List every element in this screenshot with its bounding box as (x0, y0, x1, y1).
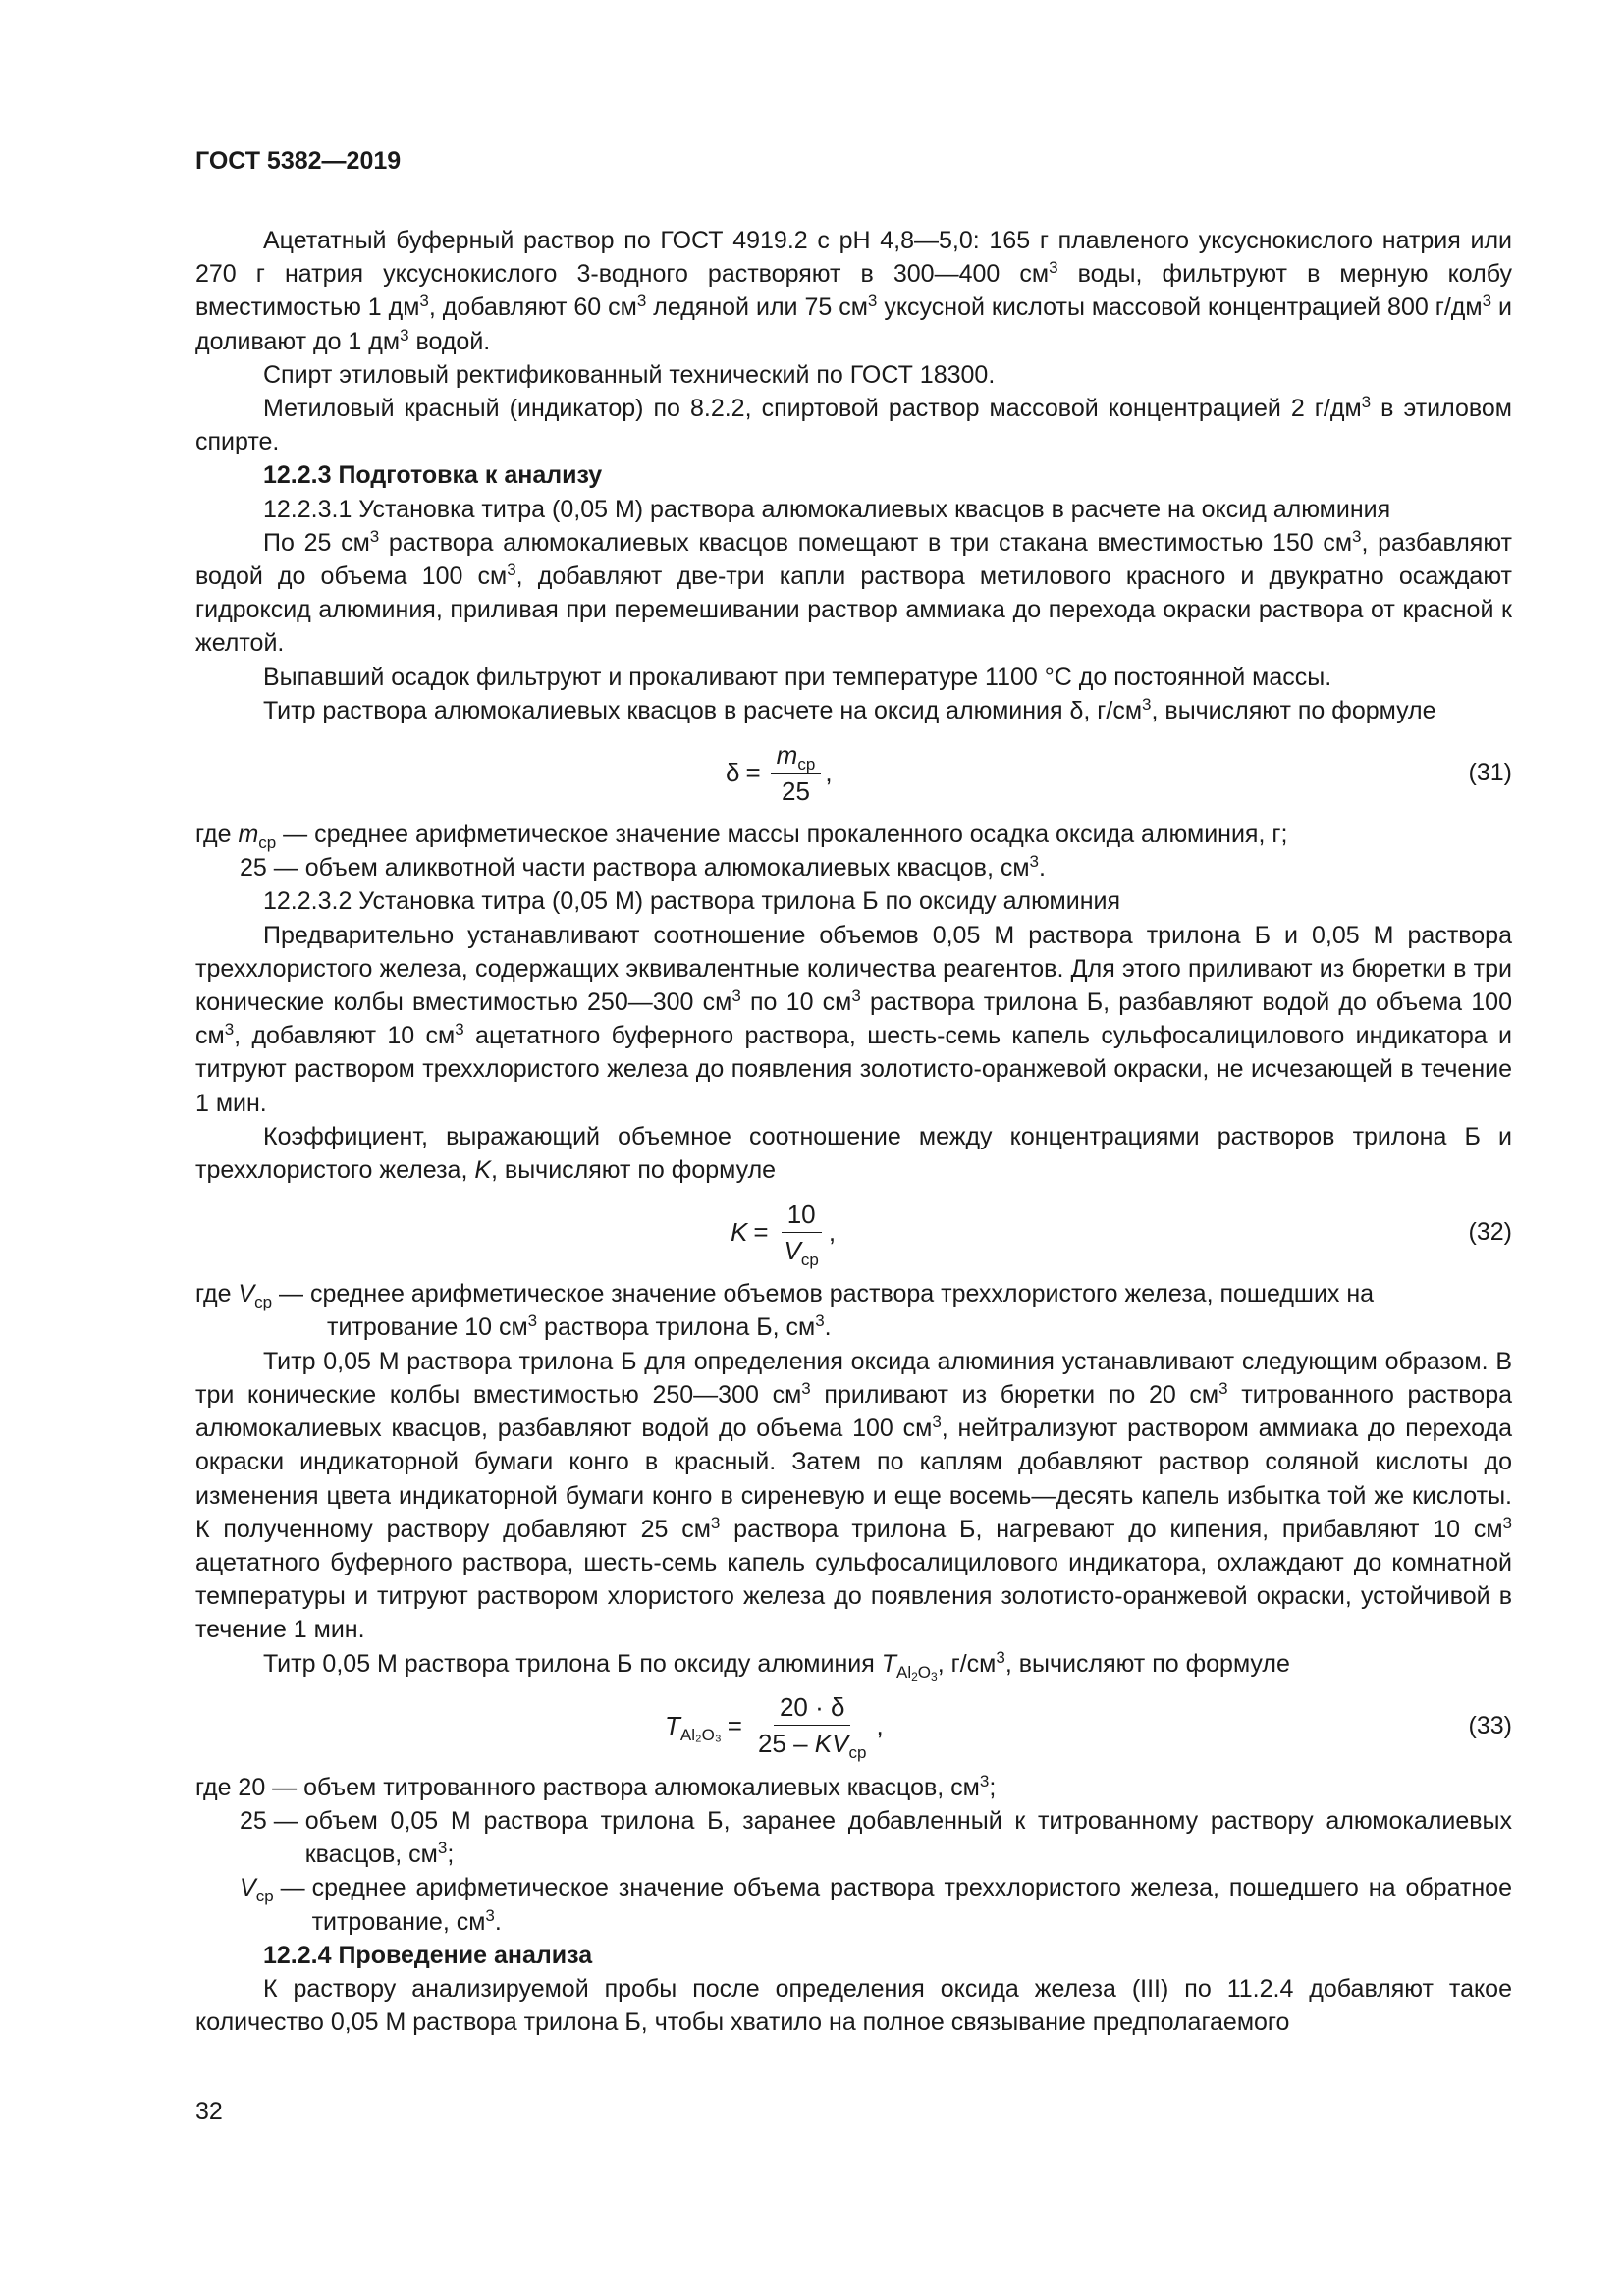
paragraph-calcination: Выпавший осадок фильтруют и прокаливают при температуре 1100 °С до постоянной массы. (263, 663, 1332, 691)
formula-32-legend-v: где $V_{ср}$ — среднее арифметическое значение объемов раствора треххлористого железа, пошедших на (195, 1280, 1375, 1312)
section-heading-12-2-4: 12.2.4 Проведение анализа (263, 1941, 593, 1969)
paragraph-methyl-red: Метиловый красный (индикатор) по 8.2.2, спиртовой раствор массовой концентрацией 2 $г/дм^3$ в этиловом спирте. (195, 393, 1512, 456)
formula-32-number: (32) (1468, 1218, 1512, 1247)
formula-33-legend-v: $V_{ср}$ — среднее арифметическое значение объема раствора треххлористого железа, пошедшего на обратное титрование, $см^3$. (240, 1874, 1512, 1936)
paragraph-titer-trilon: Титр 0,05 М раствора трилона Б для определения оксида алюминия устанавливают следующим образом. В три конические колбы вместимостью 250—300 $см^3$ приливают из бюретки по 20 $см^3$ титрованного раствора алюмокалиевых квасцов, разбавляют водой до объема 100 $см^3$, нейтрализуют раствором аммиака до перехода окраски индикаторной бумаги конго в красный. Затем по каплям добавляют раствор соляной кислоты до изменения цвета индикаторной бумаги конго в сиреневую и еще восемь—десять капель избытка той же кислоты. К полученному раствору добавляют 25 $см^3$ раствора трилона Б, нагревают до кипения, прибавляют 10 $см^3$ ацетатного буферного раствора, шесть-семь капель сульфосалицилового индикатора, охлаждают до комнатной температуры и титруют раствором хлористого железа до появления золотисто-оранжевой окраски, устойчивой в течение 1 мин. (195, 1347, 1513, 1644)
section-heading-12-2-3: 12.2.3 Подготовка к анализу (263, 461, 603, 490)
formula-31-lhs: δ (726, 757, 740, 787)
formula-33: $T_{Al_2O_3}$ = $\frac{20 \cdot \delta}{25 - KV_{ср}}$ , (33) (195, 1686, 1512, 1765)
document-header: ГОСТ 5382—2019 (195, 147, 402, 175)
formula-31: δ = $\frac{m_{ср}}{25}$ , (31) (195, 733, 1512, 812)
paragraph-volume-ratio: Предварительно устанавливают соотношение объемов 0,05 М раствора трилона Б и 0,05 М раствора треххлористого железа, содержащих эквивалентные количества реагентов. Для этого приливают из бюретки в три конические колбы вместимостью 250—300 $см^3$ по 10 $см^3$ раствора трилона Б, разбавляют водой до объема 100 $см^3$, добавляют 10 $см^3$ ацетатного буферного раствора, шесть-семь капель сульфосалицилового индикатора и титруют раствором треххлористого железа до появления золотисто-оранжевой окраски, не исчезающей в течение 1 мин. (195, 921, 1512, 1117)
formula-32: K = $\frac{10}{V_{ср}}$ , (32) (195, 1193, 1512, 1271)
paragraph-titer-alum: Титр раствора алюмокалиевых квасцов в расчете на оксид алюминия δ, $г/см^3$, вычисляют по формуле (263, 694, 1436, 724)
formula-33-lhs: $T_{Al_2O_3}$ (665, 1710, 722, 1744)
formula-33-number: (33) (1468, 1711, 1512, 1739)
formula-33-legend-25: 25 — объем 0,05 М раствора трилона Б, заранее добавленный к титрованному раствору алюмокалиевых квасцов, $см^3$; (240, 1806, 1512, 1869)
document-body (195, 224, 1512, 2039)
paragraph-analysis: К раствору анализируемой пробы после определения оксида железа (III) по 11.2.4 добавляют такое количество 0,05 М раствора трилона Б, чтобы хватило на полное связывание предполагаемого (195, 1974, 1512, 2037)
formula-31-number: (31) (1468, 758, 1512, 786)
paragraph-ethanol: Спирт этиловый ректификованный технический по ГОСТ 18300. (263, 360, 996, 389)
formula-32-lhs: K (731, 1217, 748, 1248)
formula-31-legend-25: 25 — объем аликвотной части раствора алюмокалиевых квасцов, $см^3$. (240, 852, 1046, 882)
paragraph-coefficient: Коэффициент, выражающий объемное соотношение между концентрациями растворов трилона Б и треххлористого железа, K, вычисляют по формуле (195, 1122, 1512, 1185)
formula-32-legend-v-cont: титрование 10 $см^3$ раствора трилона Б, $см^3$. (327, 1311, 832, 1342)
subsection-12-2-3-1: 12.2.3.1 Установка титра (0,05 М) раствора алюмокалиевых квасцов в расчете на оксид алюминия (263, 495, 1391, 523)
formula-33-fraction: $\frac{20 \cdot \delta}{25 - KV_{ср}}$ (757, 1692, 867, 1763)
formula-32-fraction: $\frac{10}{V_{ср}}$ (779, 1199, 825, 1266)
paragraph-alum-procedure: По 25 $см^3$ раствора алюмокалиевых квасцов помещают в три стакана вместимостью 150 $см^3$, разбавляют водой до объема 100 $см^3$, добавляют две-три капли раствора метилового красного и двукратно осаждают гидроксид алюминия, приливая при перемешивании раствор аммиака до перехода окраски раствора от красной к желтой. (195, 526, 1512, 658)
subsection-12-2-3-2: 12.2.3.2 Установка титра (0,05 М) раствора трилона Б по оксиду алюминия (263, 887, 1120, 916)
formula-31-legend-m: где $m_{ср}$ — среднее арифметическое значение массы прокаленного осадка оксида алюминия, г; (195, 821, 1288, 853)
paragraph-acetate-buffer: Ацетатный буферный раствор по ГОСТ 4919.2 с pH 4,8—5,0: 165 г плавленого уксуснокислого натрия или 270 г натрия уксуснокислого 3-водного растворяют в 300—400 $см^3$ воды, фильтруют в мерную колбу вместимостью 1 $дм^3$, добавляют 60 $см^3$ ледяной или 75 $см^3$ уксусной кислоты массовой концентрацией 800 $г/дм^3$ и доливают до 1 $дм^3$ водой. (195, 227, 1512, 355)
formula-31-fraction: $\frac{m_{ср}}{25}$ (771, 739, 822, 807)
formula-33-legend-20: где 20 — объем титрованного раствора алюмокалиевых квасцов, $см^3$; (195, 1771, 997, 1801)
page-number: 32 (195, 2098, 223, 2125)
paragraph-titer-formula-intro: Титр 0,05 М раствора трилона Б по оксиду алюминия $T_{Al2O3}$, $г/см^3$, вычисляют по формуле (263, 1647, 1290, 1683)
